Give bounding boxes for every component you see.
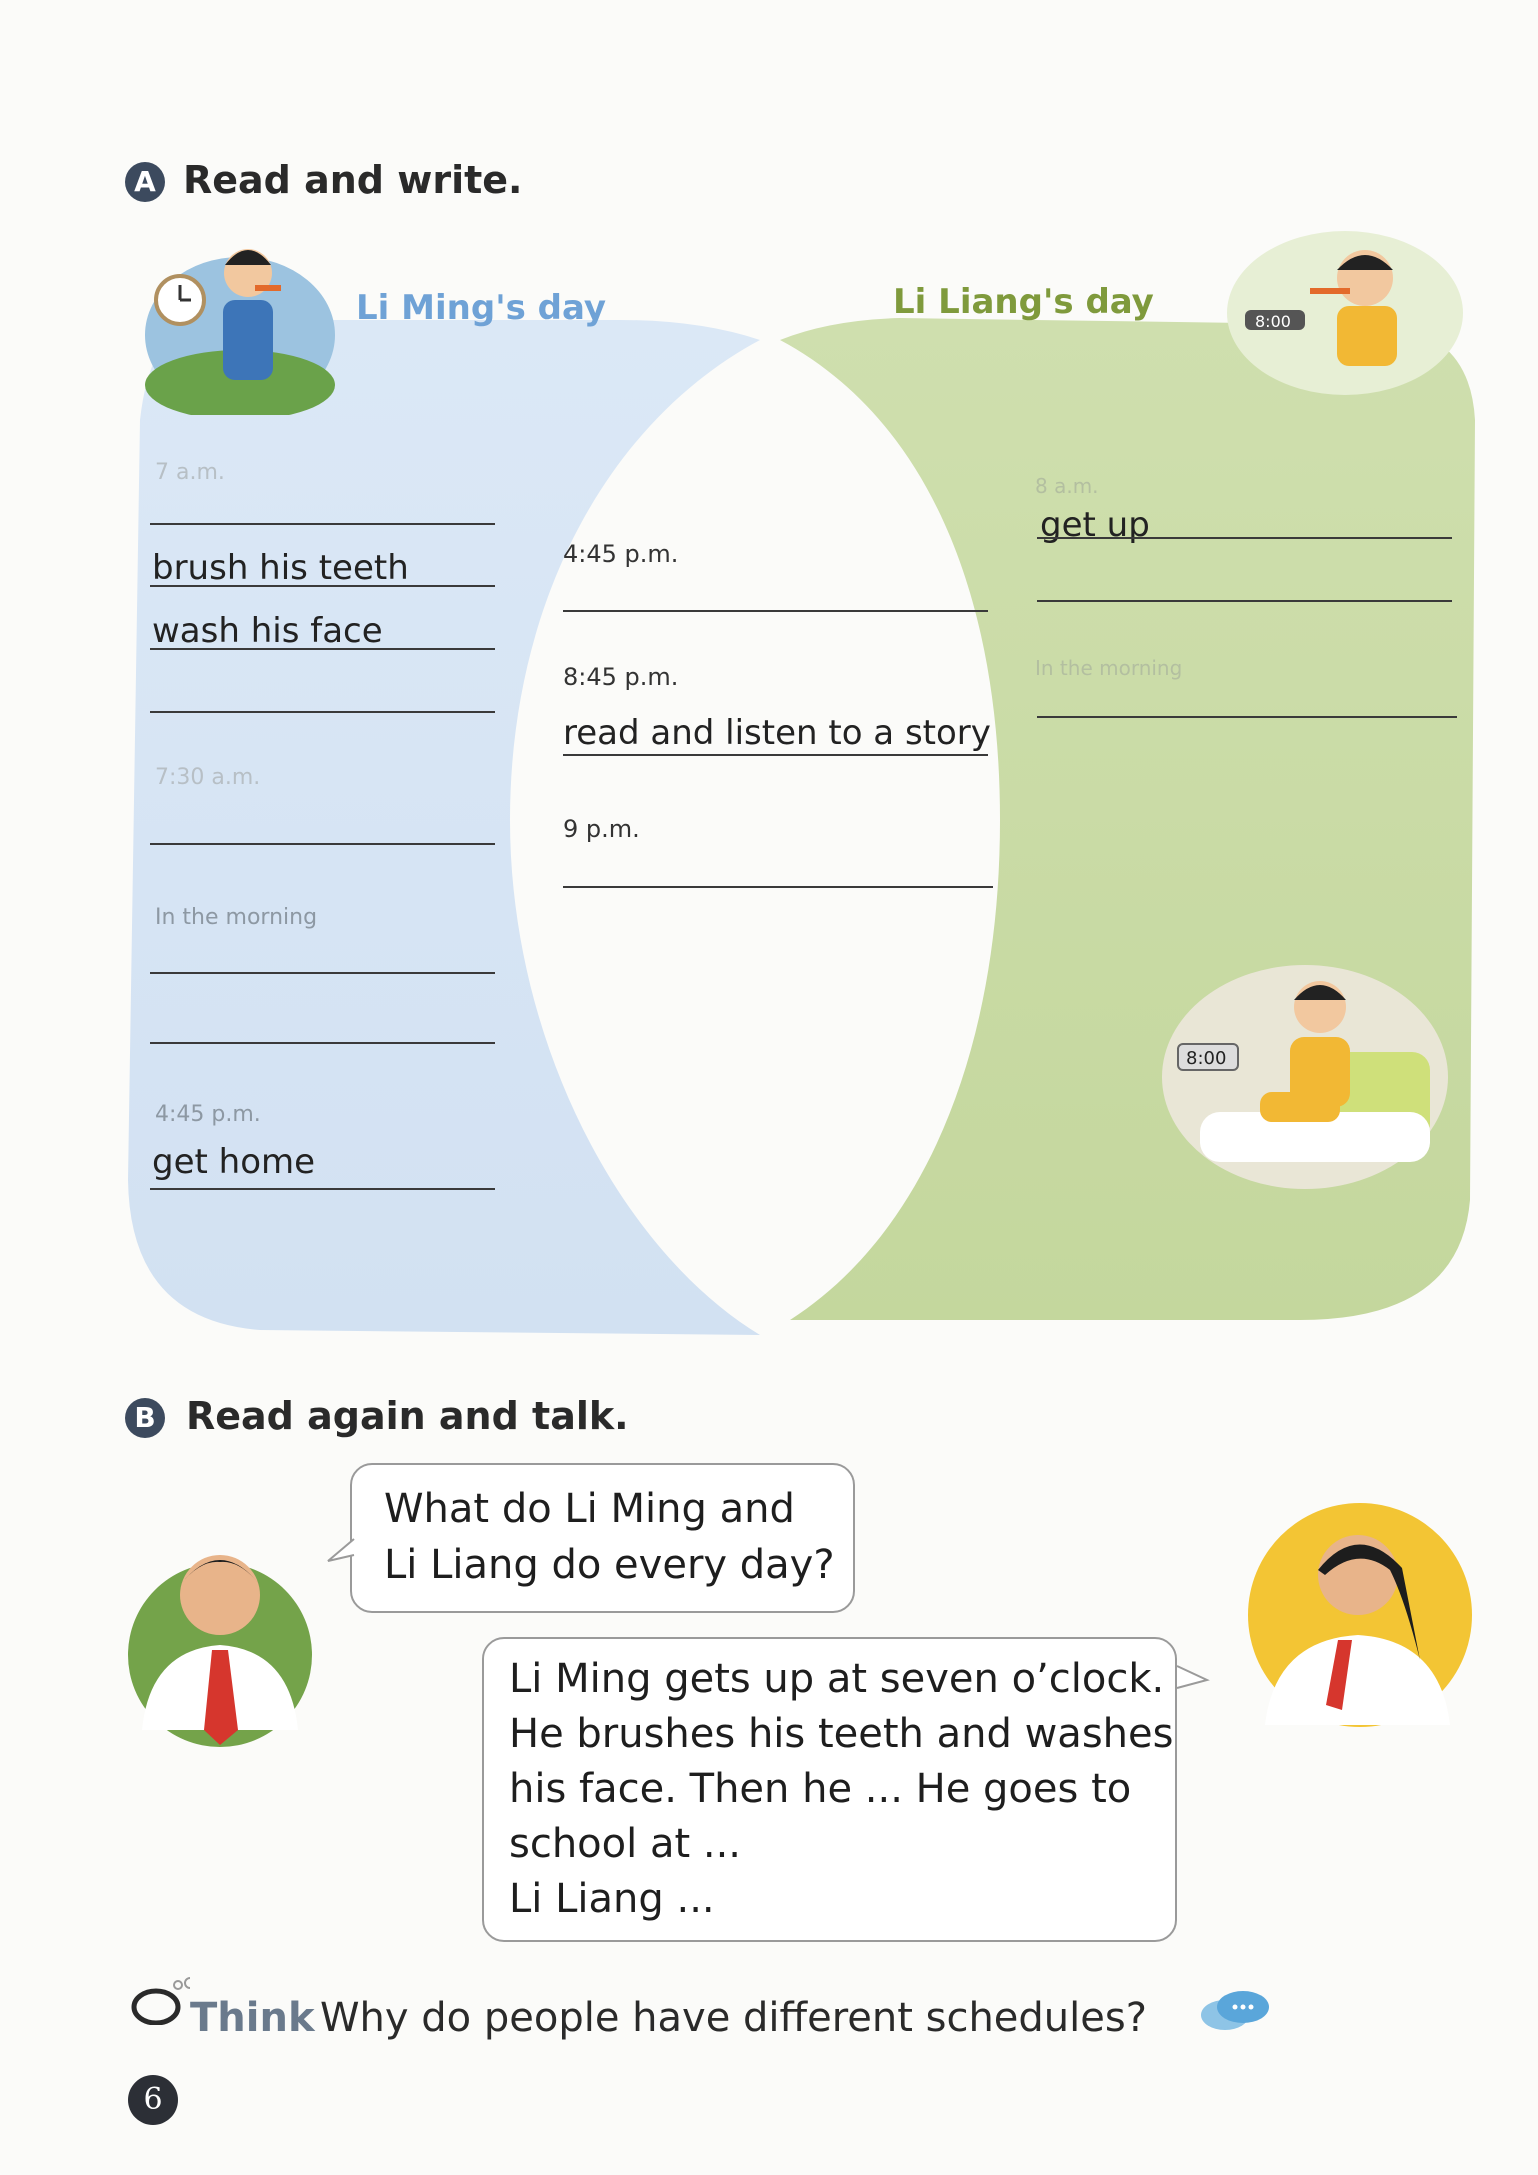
speech-bubble-answer [482,1637,1177,1942]
alarm-clock-time: 8:00 [1186,1048,1227,1069]
li-ming-time-label-4: 4:45 p.m. [155,1102,261,1127]
li-ming-time-label-3: In the morning [155,905,318,930]
bubble1-tail [322,1535,356,1575]
bubble1-line-1: What do Li Ming and [384,1486,795,1532]
speech-bubble-question [350,1463,855,1613]
bubble2-line-1: Li Ming gets up at seven o’clock. [509,1656,1165,1702]
page-number: 6 [128,2075,178,2125]
middle-time-2: 8:45 p.m. [563,663,679,691]
think-question: Why do people have different schedules? [320,1995,1147,2041]
bubble1-line-2: Li Liang do every day? [384,1542,835,1588]
li-ming-line-4[interactable] [150,711,495,713]
bubble2-line-3: his face. Then he ... He goes to [509,1766,1132,1812]
li-ming-entry-wash: wash his face [152,611,383,651]
middle-time-3: 9 p.m. [563,815,640,843]
bubble2-line-4: school at ... [509,1821,742,1867]
li-ming-brushing-illustration [145,225,345,415]
li-liang-line-3[interactable] [1037,716,1457,718]
think-label: Think [190,1995,315,2041]
li-ming-line-5[interactable] [150,843,495,845]
li-liang-entry-get-up: get up [1040,505,1150,545]
li-ming-entry-get-home: get home [152,1142,316,1182]
bubble2-tail [1173,1660,1213,1700]
girl-photo [1230,1490,1480,1730]
li-ming-entry-brush: brush his teeth [152,548,409,588]
li-liang-time-label-1: 8 a.m. [1035,474,1099,498]
li-ming-line-7[interactable] [150,1042,495,1044]
middle-entry-story: read and listen to a story [563,713,991,753]
li-liang-waking-illustration [1160,962,1450,1192]
li-ming-line-6[interactable] [150,972,495,974]
section-b-title: Read again and talk. [186,1394,629,1438]
middle-time-1: 4:45 p.m. [563,540,679,568]
think-cloud-icon [130,1975,190,2025]
middle-line-3[interactable] [563,886,993,888]
middle-line-1[interactable] [563,610,988,612]
li-liang-day-title: Li Liang's day [893,282,1154,322]
bubble2-line-2: He brushes his teeth and washes [509,1711,1174,1757]
li-liang-line-2[interactable] [1037,600,1452,602]
bubble2-line-5: Li Liang ... [509,1876,715,1922]
li-ming-line-3[interactable] [150,648,495,650]
middle-line-2[interactable] [563,754,988,756]
li-liang-line-1[interactable] [1037,537,1452,539]
boy-photo [120,1500,320,1760]
li-ming-line-2[interactable] [150,585,495,587]
li-ming-time-label-1: 7 a.m. [155,460,225,485]
li-ming-line-8[interactable] [150,1188,495,1190]
li-liang-time-label-2: In the morning [1035,656,1183,680]
li-ming-line-1[interactable] [150,523,495,525]
section-a-title: Read and write. [183,158,523,202]
discussion-bubbles-icon [1195,1985,1275,2040]
svg-text:8:00: 8:00 [1255,312,1291,331]
section-a-badge: A [125,162,165,202]
li-ming-time-label-2: 7:30 a.m. [155,765,261,790]
li-ming-day-title: Li Ming's day [356,288,607,328]
section-b-badge: B [125,1398,165,1438]
li-liang-brushing-illustration [1225,228,1465,398]
